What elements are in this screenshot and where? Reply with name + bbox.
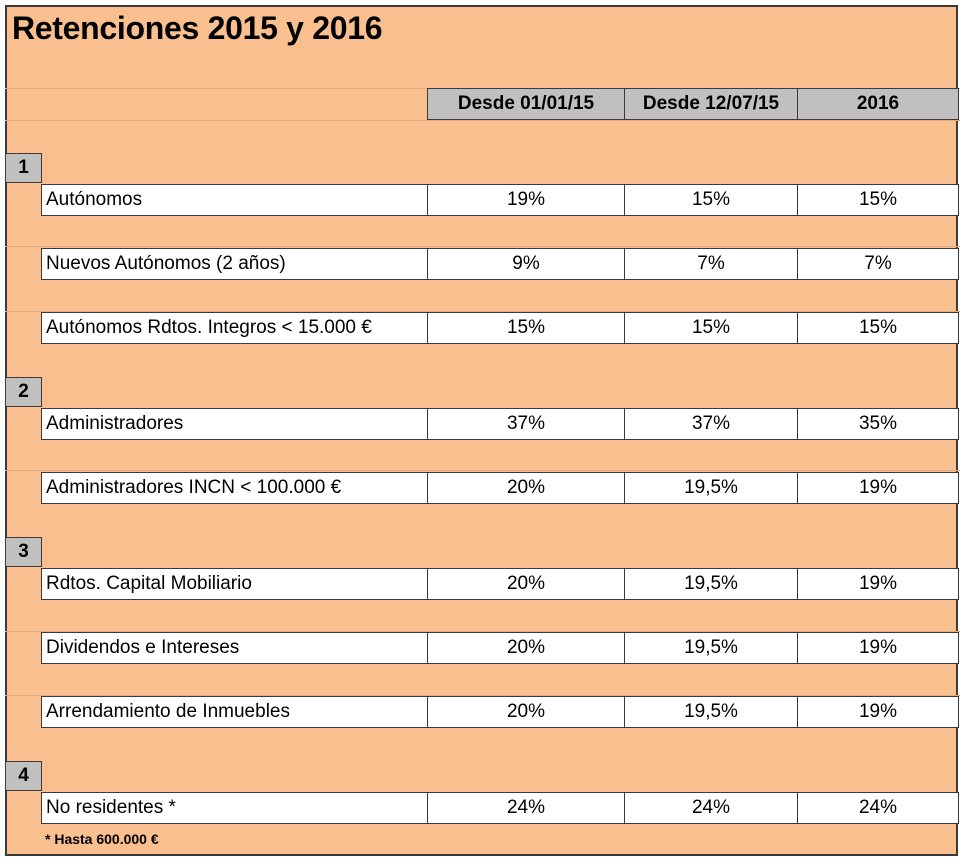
section-number[interactable]: 2 bbox=[5, 377, 42, 407]
row-label[interactable]: Administradores INCN < 100.000 € bbox=[41, 472, 428, 504]
gridline bbox=[5, 246, 960, 247]
row-value[interactable]: 24% bbox=[427, 792, 625, 824]
column-header-2016[interactable]: 2016 bbox=[797, 88, 959, 120]
row-label[interactable]: Arrendamiento de Inmuebles bbox=[41, 696, 428, 728]
row-value[interactable]: 20% bbox=[427, 568, 625, 600]
row-value[interactable]: 15% bbox=[624, 184, 798, 216]
column-header-desde-010115[interactable]: Desde 01/01/15 bbox=[427, 88, 625, 120]
row-value[interactable]: 19% bbox=[797, 568, 959, 600]
section-number[interactable]: 4 bbox=[5, 761, 42, 791]
row-value[interactable]: 15% bbox=[624, 312, 798, 344]
row-value[interactable]: 19% bbox=[797, 696, 959, 728]
row-value[interactable]: 20% bbox=[427, 472, 625, 504]
sheet-title: Retenciones 2015 y 2016 bbox=[12, 10, 383, 46]
row-label[interactable]: Autónomos Rdtos. Integros < 15.000 € bbox=[41, 312, 428, 344]
row-value[interactable]: 19% bbox=[427, 184, 625, 216]
row-value[interactable]: 15% bbox=[427, 312, 625, 344]
row-label[interactable]: Administradores bbox=[41, 408, 428, 440]
row-value[interactable]: 24% bbox=[797, 792, 959, 824]
row-value[interactable]: 37% bbox=[427, 408, 625, 440]
section-number[interactable]: 3 bbox=[5, 537, 42, 567]
row-value[interactable]: 24% bbox=[624, 792, 798, 824]
row-value[interactable]: 19,5% bbox=[624, 568, 798, 600]
gridline bbox=[5, 470, 960, 471]
row-value[interactable]: 19% bbox=[797, 472, 959, 504]
row-value[interactable]: 35% bbox=[797, 408, 959, 440]
row-label[interactable]: Nuevos Autónomos (2 años) bbox=[41, 248, 428, 280]
row-value[interactable]: 7% bbox=[797, 248, 959, 280]
row-value[interactable]: 37% bbox=[624, 408, 798, 440]
row-value[interactable]: 15% bbox=[797, 312, 959, 344]
row-value[interactable]: 19,5% bbox=[624, 472, 798, 504]
row-value[interactable]: 9% bbox=[427, 248, 625, 280]
row-label[interactable]: No residentes * bbox=[41, 792, 428, 824]
row-label[interactable]: Dividendos e Intereses bbox=[41, 632, 428, 664]
row-value[interactable]: 7% bbox=[624, 248, 798, 280]
row-value[interactable]: 20% bbox=[427, 632, 625, 664]
row-value[interactable]: 19% bbox=[797, 632, 959, 664]
section-number[interactable]: 1 bbox=[5, 153, 42, 183]
footnote: * Hasta 600.000 € bbox=[45, 831, 159, 847]
gridline bbox=[5, 120, 960, 121]
column-header-desde-120715[interactable]: Desde 12/07/15 bbox=[624, 88, 798, 120]
row-value[interactable]: 19,5% bbox=[624, 696, 798, 728]
row-value[interactable]: 15% bbox=[797, 184, 959, 216]
row-label[interactable]: Rdtos. Capital Mobiliario bbox=[41, 568, 428, 600]
row-label[interactable]: Autónomos bbox=[41, 184, 428, 216]
row-value[interactable]: 19,5% bbox=[624, 632, 798, 664]
row-value[interactable]: 20% bbox=[427, 696, 625, 728]
